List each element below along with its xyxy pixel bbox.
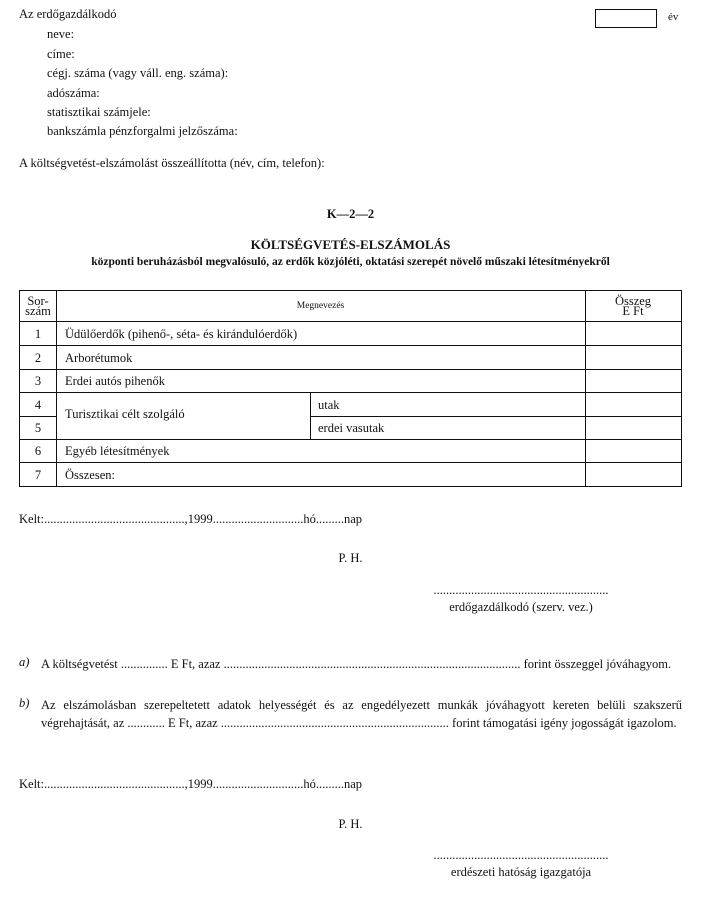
field-tax-number: adószáma:	[47, 86, 100, 100]
row-number: 6	[34, 444, 42, 458]
approval-a-label: a)	[19, 655, 30, 669]
field-bank-account: bankszámla pénzforgalmi jelzőszáma:	[47, 124, 238, 138]
document-title: KÖLTSÉGVETÉS-ELSZÁMOLÁS	[250, 237, 451, 252]
row-name: Arborétumok	[65, 351, 133, 365]
entity-label: Az erdőgazdálkodó	[19, 7, 117, 21]
year-input-box[interactable]	[595, 9, 657, 28]
row-amount-field[interactable]	[586, 322, 681, 345]
row-amount-field[interactable]	[586, 370, 681, 392]
row-name: Üdülőerdők (pihenő-, séta- és kirándulóerdők)	[65, 327, 298, 341]
row-number: 5	[34, 421, 42, 435]
row-name-total: Összesen:	[65, 468, 115, 482]
date-line-2: Kelt:.............................................,1999.............................hó.........nap	[19, 777, 363, 791]
row-amount-field[interactable]	[586, 346, 681, 369]
row-subname: erdei vasutak	[318, 421, 385, 435]
row-name: Erdei autós pihenők	[65, 374, 165, 388]
row-amount-field[interactable]	[586, 393, 681, 416]
stamp-label-2: P. H.	[338, 817, 363, 831]
signer-label-1: erdőgazdálkodó (szerv. vez.)	[449, 600, 593, 614]
form-code: K—2—2	[326, 207, 375, 221]
cost-table	[19, 290, 682, 487]
row-amount-field[interactable]	[586, 417, 681, 439]
compiled-by-label: A költségvetést-elszámolást összeállította (név, cím, telefon):	[19, 156, 325, 170]
document-subtitle: központi beruházásból megvalósuló, az erdők közjóléti, oktatási szerepét növelő műszaki létesítményekről	[91, 256, 610, 268]
row-number: 1	[34, 327, 42, 341]
signer-label-2: erdészeti hatóság igazgatója	[450, 865, 592, 879]
header-serial: Sor- szám	[25, 294, 51, 318]
row-amount-field-total[interactable]	[586, 464, 681, 486]
row-amount-field[interactable]	[586, 440, 681, 462]
year-label: év	[668, 11, 679, 23]
signature-line-1: ........................................................	[433, 583, 609, 597]
header-amount: Összeg E Ft	[614, 294, 652, 318]
header-name: Megnevezés	[296, 301, 345, 311]
approval-a-text: A költségvetést ............... E Ft, azaz ............................................................................................... forint összeggel jóváhagyom.	[41, 657, 672, 671]
row-number: 3	[34, 374, 42, 388]
date-line-1: Kelt:.............................................,1999.............................hó.........nap	[19, 512, 363, 526]
row-number: 7	[34, 468, 42, 482]
signature-line-2: ........................................................	[433, 848, 609, 862]
field-name: neve:	[47, 27, 75, 41]
row-number: 2	[34, 351, 42, 365]
field-address: címe:	[47, 47, 75, 61]
field-registry-number: cégj. száma (vagy váll. eng. száma):	[47, 66, 229, 80]
row-subname: utak	[318, 398, 340, 412]
stamp-label-1: P. H.	[338, 551, 363, 565]
approval-b-label: b)	[19, 696, 30, 710]
row-number: 4	[34, 398, 42, 412]
row-name: Turisztikai célt szolgáló	[65, 407, 185, 421]
approval-b-text: Az elszámolásban szerepeltetett adatok helyességét és az engedélyezett munkák jóváhagyott kereten belüli szakszerű végrehajtását, az ............ E Ft, azaz ......................................................................... forint támogatási igény jogosságát igazolom.	[41, 698, 682, 730]
row-name: Egyéb létesítmények	[65, 444, 170, 458]
field-statistical-code: statisztikai számjele:	[47, 105, 151, 119]
